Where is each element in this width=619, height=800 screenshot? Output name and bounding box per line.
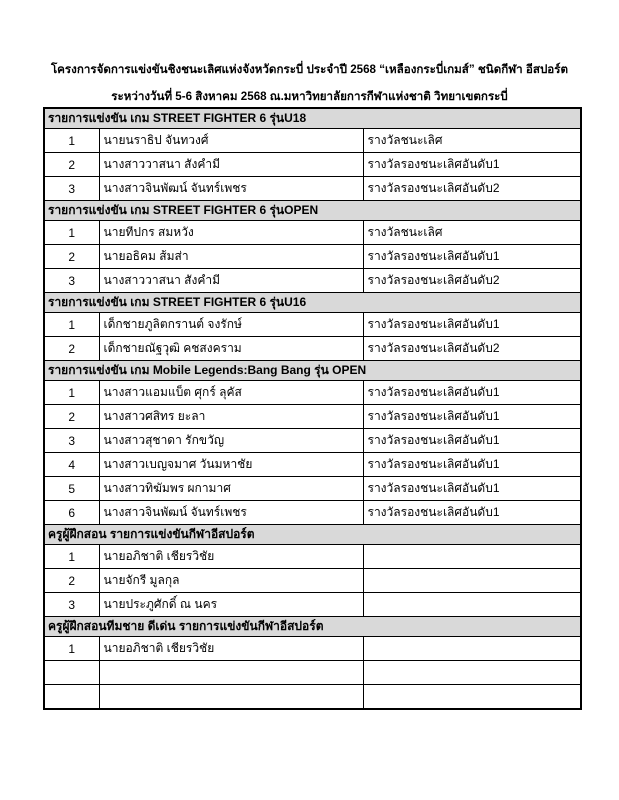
- results-table: [43, 107, 582, 710]
- name-cell: นางสาวศสิทร ยะลา: [99, 405, 363, 429]
- table-row: [44, 405, 581, 429]
- section-header-row: [44, 361, 581, 381]
- name-cell: นางสาวทิฆัมพร ผกามาศ: [99, 477, 363, 501]
- section-title: รายการแข่งขัน เกม Mobile Legends:Bang Bang รุ่น OPEN: [44, 361, 581, 381]
- table-row: [44, 337, 581, 361]
- table-row: [44, 245, 581, 269]
- award-cell: [363, 661, 581, 685]
- award-cell: [363, 545, 581, 569]
- rank-cell: 3: [44, 177, 99, 201]
- table-row: [44, 381, 581, 405]
- rank-cell: 2: [44, 153, 99, 177]
- name-cell: เด็กชายณัฐวุฒิ คชสงคราม: [99, 337, 363, 361]
- award-cell: รางวัลรองชนะเลิศอันดับ1: [363, 313, 581, 337]
- rank-cell: 1: [44, 221, 99, 245]
- name-cell: นางสาวเบญจมาศ วันมหาชัย: [99, 453, 363, 477]
- award-cell: รางวัลรองชนะเลิศอันดับ1: [363, 153, 581, 177]
- name-cell: นายประภูศักดิ์ ณ นคร: [99, 593, 363, 617]
- rank-cell: 4: [44, 453, 99, 477]
- award-cell: รางวัลรองชนะเลิศอันดับ1: [363, 429, 581, 453]
- table-row: [44, 661, 581, 685]
- rank-cell: 3: [44, 269, 99, 293]
- section-header-row: [44, 525, 581, 545]
- rank-cell: [44, 661, 99, 685]
- table-row: [44, 501, 581, 525]
- name-cell: นางสาววาสนา สังคำมี: [99, 269, 363, 293]
- table-row: [44, 313, 581, 337]
- name-cell: นายอภิชาติ เชียรวิชัย: [99, 637, 363, 661]
- section-title: ครูผู้ฝึกสอนทีมชาย ดีเด่น รายการแข่งขันกีฬาอีสปอร์ต: [44, 617, 581, 637]
- table-row: [44, 545, 581, 569]
- table-row: [44, 637, 581, 661]
- rank-cell: 1: [44, 545, 99, 569]
- award-cell: รางวัลรองชนะเลิศอันดับ1: [363, 501, 581, 525]
- rank-cell: 3: [44, 429, 99, 453]
- award-cell: [363, 593, 581, 617]
- rank-cell: 1: [44, 381, 99, 405]
- rank-cell: 2: [44, 245, 99, 269]
- rank-cell: 1: [44, 637, 99, 661]
- name-cell: นายทีปกร สมหวัง: [99, 221, 363, 245]
- section-title: รายการแข่งขัน เกม STREET FIGHTER 6 รุ่นOPEN: [44, 201, 581, 221]
- name-cell: นางสาวสุชาดา รักขวัญ: [99, 429, 363, 453]
- award-cell: รางวัลรองชนะเลิศอันดับ2: [363, 337, 581, 361]
- rank-cell: 6: [44, 501, 99, 525]
- document-title-line2: ระหว่างวันที่ 5-6 สิงหาคม 2568 ณ.มหาวิทยาลัยการกีฬาแห่งชาติ วิทยาเขตกระบี่: [111, 90, 508, 103]
- rank-cell: 2: [44, 405, 99, 429]
- rank-cell: [44, 685, 99, 710]
- rank-cell: 5: [44, 477, 99, 501]
- name-cell: นางสาวแอมแบ็ต ศุกร์ ลุคัส: [99, 381, 363, 405]
- rank-cell: 1: [44, 129, 99, 153]
- name-cell: นางสาวจินพัฒน์ จันทร์เพชร: [99, 501, 363, 525]
- name-cell: [99, 685, 363, 710]
- document-title: [0, 0, 619, 110]
- award-cell: รางวัลรองชนะเลิศอันดับ2: [363, 177, 581, 201]
- section-title: รายการแข่งขัน เกม STREET FIGHTER 6 รุ่นU16: [44, 293, 581, 313]
- name-cell: นายอธิคม ส้มส่า: [99, 245, 363, 269]
- name-cell: นายนราธิป จันทวงศ์: [99, 129, 363, 153]
- name-cell: นางสาวจินพัฒน์ จันทร์เพชร: [99, 177, 363, 201]
- award-cell: รางวัลรองชนะเลิศอันดับ1: [363, 245, 581, 269]
- name-cell: นายอภิชาติ เชียรวิชัย: [99, 545, 363, 569]
- table-row: [44, 177, 581, 201]
- award-cell: [363, 637, 581, 661]
- table-row: [44, 477, 581, 501]
- award-cell: รางวัลรองชนะเลิศอันดับ1: [363, 405, 581, 429]
- name-cell: เด็กชายภูลิตกรานต์ จงรักษ์: [99, 313, 363, 337]
- table-row: [44, 269, 581, 293]
- name-cell: นายจักรี มูลกุล: [99, 569, 363, 593]
- rank-cell: 2: [44, 337, 99, 361]
- table-row: [44, 453, 581, 477]
- table-row: [44, 129, 581, 153]
- table-row: [44, 429, 581, 453]
- award-cell: รางวัลรองชนะเลิศอันดับ2: [363, 269, 581, 293]
- award-cell: รางวัลรองชนะเลิศอันดับ1: [363, 453, 581, 477]
- name-cell: [99, 661, 363, 685]
- section-header-row: [44, 293, 581, 313]
- award-cell: รางวัลรองชนะเลิศอันดับ1: [363, 477, 581, 501]
- section-title: ครูผู้ฝึกสอน รายการแข่งขันกีฬาอีสปอร์ต: [44, 525, 581, 545]
- section-header-row: [44, 617, 581, 637]
- award-cell: รางวัลรองชนะเลิศอันดับ1: [363, 381, 581, 405]
- table-row: [44, 153, 581, 177]
- table-row: [44, 685, 581, 710]
- table-row: [44, 593, 581, 617]
- rank-cell: 1: [44, 313, 99, 337]
- award-cell: รางวัลชนะเลิศ: [363, 221, 581, 245]
- rank-cell: 2: [44, 569, 99, 593]
- table-row: [44, 221, 581, 245]
- section-header-row: [44, 108, 581, 129]
- section-title: รายการแข่งขัน เกม STREET FIGHTER 6 รุ่นU18: [44, 108, 581, 129]
- name-cell: นางสาววาสนา สังคำมี: [99, 153, 363, 177]
- rank-cell: 3: [44, 593, 99, 617]
- section-header-row: [44, 201, 581, 221]
- document-title-line1: โครงการจัดการแข่งขันชิงชนะเลิศแห่งจังหวัดกระบี่ ประจำปี 2568 “เหลืองกระบี่เกมส์” ชนิดกีฬา อีสปอร์ต: [50, 63, 569, 76]
- award-cell: รางวัลชนะเลิศ: [363, 129, 581, 153]
- award-cell: [363, 685, 581, 710]
- award-cell: [363, 569, 581, 593]
- table-row: [44, 569, 581, 593]
